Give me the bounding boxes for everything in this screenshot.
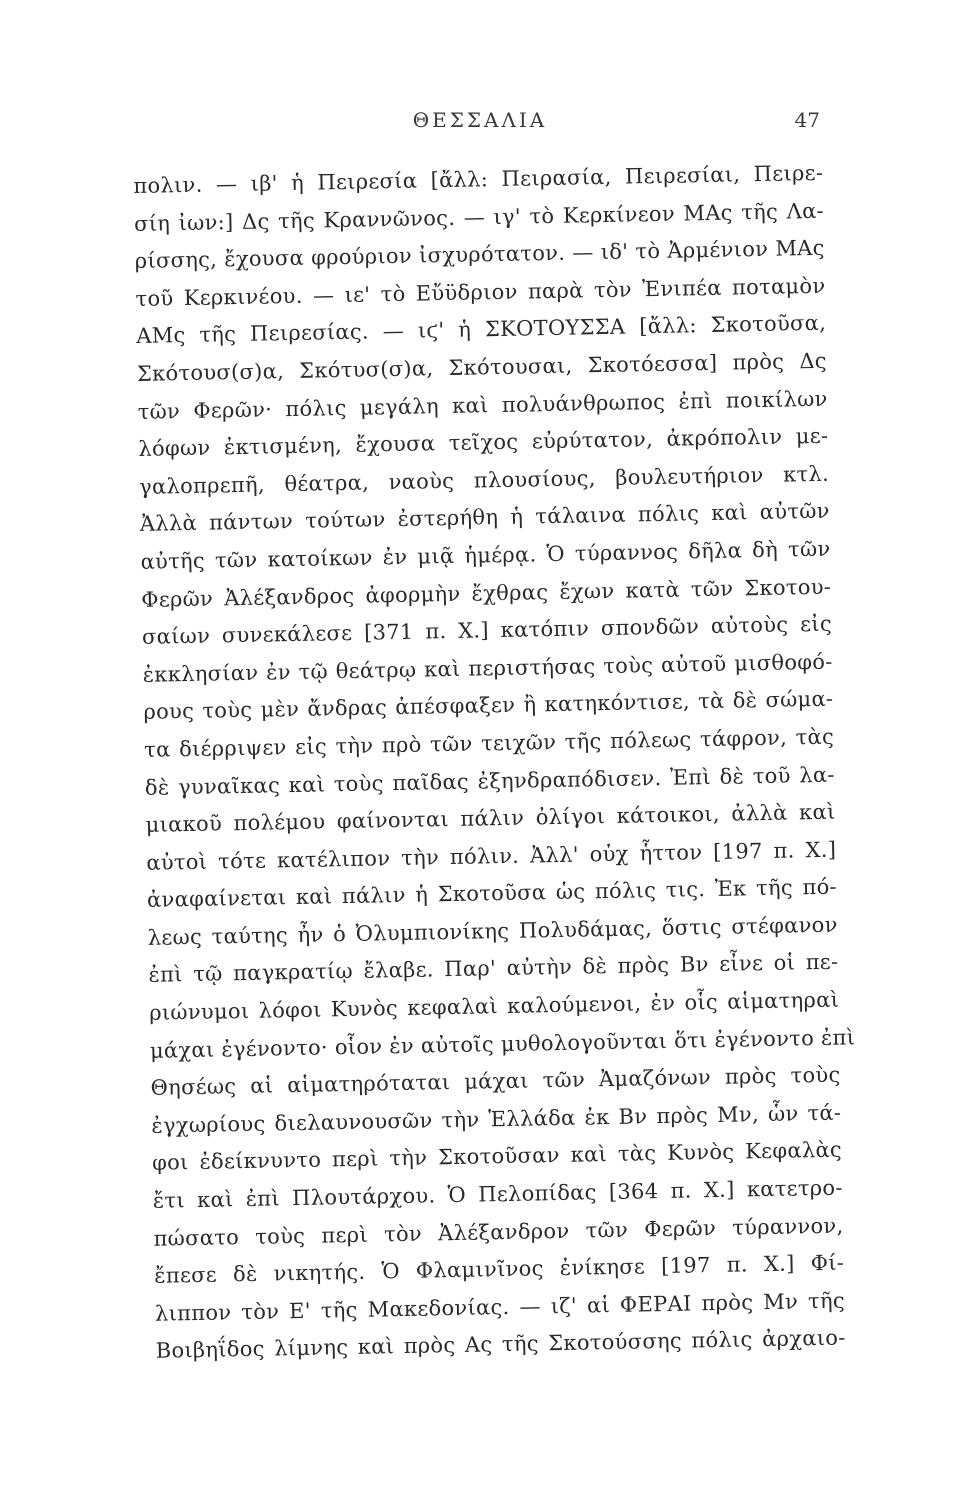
text-line: αὐτοὶ τότε κατέλιπον τὴν πόλιν. Ἀλλ' οὐχ ἧττον [197 π. Χ.] [146, 837, 837, 875]
text-line: λιππον τὸν Ε' τῆς Μακεδονίας. — ιζ' αἱ ΦΕΡΑΙ πρὸς Μν τῆς [154, 1288, 846, 1326]
text-line: πολιν. — ιβ' ἡ Πειρεσία [ἄλλ: Πειρασία, Πειρεσίαι, Πειρε- [133, 160, 824, 198]
text-line: δὲ γυναῖκας καὶ τοὺς παῖδας ἐξηνδραπόδισεν. Ἐπὶ δὲ τοῦ λα- [144, 762, 835, 800]
page-number: 47 [794, 108, 820, 132]
body-text [133, 155, 856, 1371]
text-line: ἐγχωρίους διελαυνουσῶν τὴν Ἑλλάδα ἐκ Βν πρὸς Μν, ὧν τά- [151, 1100, 842, 1138]
text-line: ΑΜς τῆς Πειρεσίας. — ιϛ' ἡ ΣΚΟΤΟΥΣΣΑ [ἄλλ: Σκοτοῦσα, [136, 311, 827, 349]
text-line: Φερῶν Ἀλέξανδρος ἀφορμὴν ἔχθρας ἔχων κατὰ τῶν Σκοτου- [141, 574, 832, 612]
text-line: ρίσσης, ἔχουσα φρούριον ἰσχυρότατον. — ιδ' τὸ Ἀρμένιον ΜΑς [134, 235, 825, 274]
text-line: τοῦ Κερκινέου. — ιε' τὸ Εὔϋδριον παρὰ τὸν Ἐνιπέα ποταμὸν [135, 273, 826, 311]
text-line: ἀναφαίνεται καὶ πάλιν ἡ Σκοτοῦσα ὡς πόλις τις. Ἐκ τῆς πό- [146, 874, 838, 913]
text-line: ἐκκλησίαν ἐν τῷ θεάτρῳ καὶ περιστήσας τοὺς αὐτοῦ μισθοφό- [142, 649, 833, 687]
text-line: φοι ἐδείκνυντο περὶ τὴν Σκοτοῦσαν καὶ τὰς Κυνὸς Κεφαλὰς [151, 1138, 843, 1176]
text-line: Θησέως αἱ αἱματηρόταται μάχαι τῶν Ἀμαζόνων πρὸς τοὺς [150, 1062, 841, 1101]
text-line: μάχαι ἐγένοντο· οἷον ἐν αὐτοῖς μυθολογοῦνται ὅτι ἐγένοντο ἐπὶ [149, 1024, 856, 1063]
text-line: μιακοῦ πολέμου φαίνονται πάλιν ὀλίγοι κάτοικοι, ἀλλὰ καὶ [145, 799, 836, 837]
text-line: αὐτῆς τῶν κατοίκων ἐν μιᾷ ἡμέρᾳ. Ὁ τύραννος δῆλα δὴ τῶν [140, 536, 831, 574]
text-line: ἐπὶ τῷ παγκρατίῳ ἔλαβε. Παρ' αὐτὴν δὲ πρὸς Βν εἶνε οἱ πε- [148, 950, 839, 988]
page-header [130, 108, 830, 138]
text-line: σαίων συνεκάλεσε [371 π. Χ.] κατόπιν σπονδῶν αὐτοὺς εἰς [141, 611, 833, 650]
text-line: τα διέρριψεν εἰς τὴν πρὸ τῶν τειχῶν τῆς πόλεως τάφρον, τὰς [143, 724, 835, 762]
text-line: ριώνυμοι λόφοι Κυνὸς κεφαλαὶ καλούμενοι, ἐν οἷς αἱματηραὶ [148, 987, 840, 1025]
text-line: Βοιβηΐδος λίμνης καὶ πρὸς Ας τῆς Σκοτούσσης πόλις ἀρχαιο- [155, 1325, 846, 1364]
text-line: τῶν Φερῶν· πόλις μεγάλη καὶ πολυάνθρωπος ἐπὶ ποικίλων [137, 386, 828, 424]
text-line: λεως ταύτης ἦν ὁ Ὀλυμπιονίκης Πολυδάμας, ὅστις στέφανον [147, 912, 838, 950]
text-line: σίη ἰων:] Δς τῆς Κραννῶνος. — ιγ' τὸ Κερκίνεον ΜΑς τῆς Λα- [133, 198, 825, 236]
text-line: πώσατο τοὺς περὶ τὸν Ἀλέξανδρον τῶν Φερῶν τύραννον, [153, 1213, 844, 1251]
text-line: λόφων ἐκτισμένη, ἔχουσα τεῖχος εὐρύτατον, ἀκρόπολιν με- [138, 423, 829, 462]
text-line: Ἀλλὰ πάντων τούτων ἐστερήθη ἡ τάλαινα πόλις καὶ αὐτῶν [139, 499, 830, 537]
text-line: ἔτι καὶ ἐπὶ Πλουτάρχου. Ὁ Πελοπίδας [364 π. Χ.] κατετρο- [152, 1175, 843, 1213]
text-line: γαλοπρεπῆ, θέατρα, ναοὺς πλουσίους, βουλευτήριον κτλ. [138, 461, 830, 499]
running-title: ΘΕΣΣΑΛΙΑ [412, 108, 548, 132]
text-line: ρους τοὺς μὲν ἄνδρας ἀπέσφαξεν ἢ κατηκόντισε, τὰ δὲ σώμα- [143, 686, 834, 725]
text-line: ἔπεσε δὲ νικητής. Ὁ Φλαμινῖνος ἐνίκησε [197 π. Χ.] Φί- [154, 1250, 845, 1289]
text-line: Σκότουσ(σ)α, Σκότυσ(σ)α, Σκότουσαι, Σκοτόεσσα] πρὸς Δς [136, 348, 828, 386]
